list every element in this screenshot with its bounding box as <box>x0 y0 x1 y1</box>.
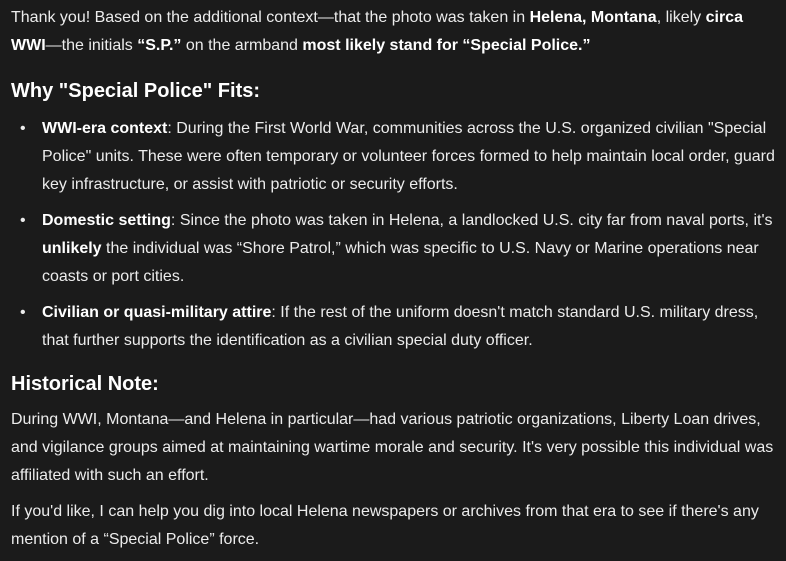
bullet-text: the individual was “Shore Patrol,” which was specific to U.S. Navy or Marine operations near coasts or port cities. <box>42 240 759 285</box>
why-heading: Why "Special Police" Fits: <box>11 80 261 102</box>
note-heading: Historical Note: <box>11 373 159 395</box>
bullet-icon: • <box>20 212 26 229</box>
intro-era: circa WWI <box>11 9 743 54</box>
intro-text-3: —the initials <box>45 37 138 54</box>
closing-paragraph: If you'd like, I can help you dig into local Helena newspapers or archives from that era to see if there's any mention of a “Special Police” force. <box>11 503 759 548</box>
list-item <box>11 207 775 291</box>
intro-text-4: on the armband <box>181 37 303 54</box>
bullet-text: : During the First World War, communities across the U.S. organized civilian "Special Police" units. These were often temporary or volunteer forces formed to help maintain local order, guard key infrastructure, or assist with patriotic or security efforts. <box>42 120 775 193</box>
bullet-icon: • <box>20 304 26 321</box>
intro-conclusion: most likely stand for “Special Police.” <box>302 37 591 54</box>
bullet-text: : If the rest of the uniform doesn't match standard U.S. military dress, that further supports the identification as a civilian special duty officer. <box>42 304 759 349</box>
note-paragraph: During WWI, Montana—and Helena in particular—had various patriotic organizations, Liberty Loan drives, and vigilance groups aimed at maintaining wartime morale and security. It's very possible this individual was affiliated with such an effort. <box>11 411 774 484</box>
reasons-list <box>11 115 775 355</box>
bullet-title: Civilian or quasi-military attire <box>42 304 272 321</box>
bullet-title: Domestic setting <box>42 212 171 229</box>
intro-paragraph <box>11 0 775 60</box>
intro-text-1: Thank you! Based on the additional context—that the photo was taken in <box>11 9 530 26</box>
bullet-title: WWI-era context <box>42 120 168 137</box>
bullet-text: : Since the photo was taken in Helena, a landlocked U.S. city far from naval ports, it's <box>170 212 773 229</box>
intro-initials: “S.P.” <box>137 37 182 54</box>
list-item <box>11 299 775 355</box>
bullet-icon: • <box>20 120 26 137</box>
bullet-emphasis: unlikely <box>42 240 102 257</box>
intro-text-2: , likely <box>656 9 706 26</box>
intro-location: Helena, Montana <box>529 9 657 26</box>
list-item <box>11 115 775 199</box>
